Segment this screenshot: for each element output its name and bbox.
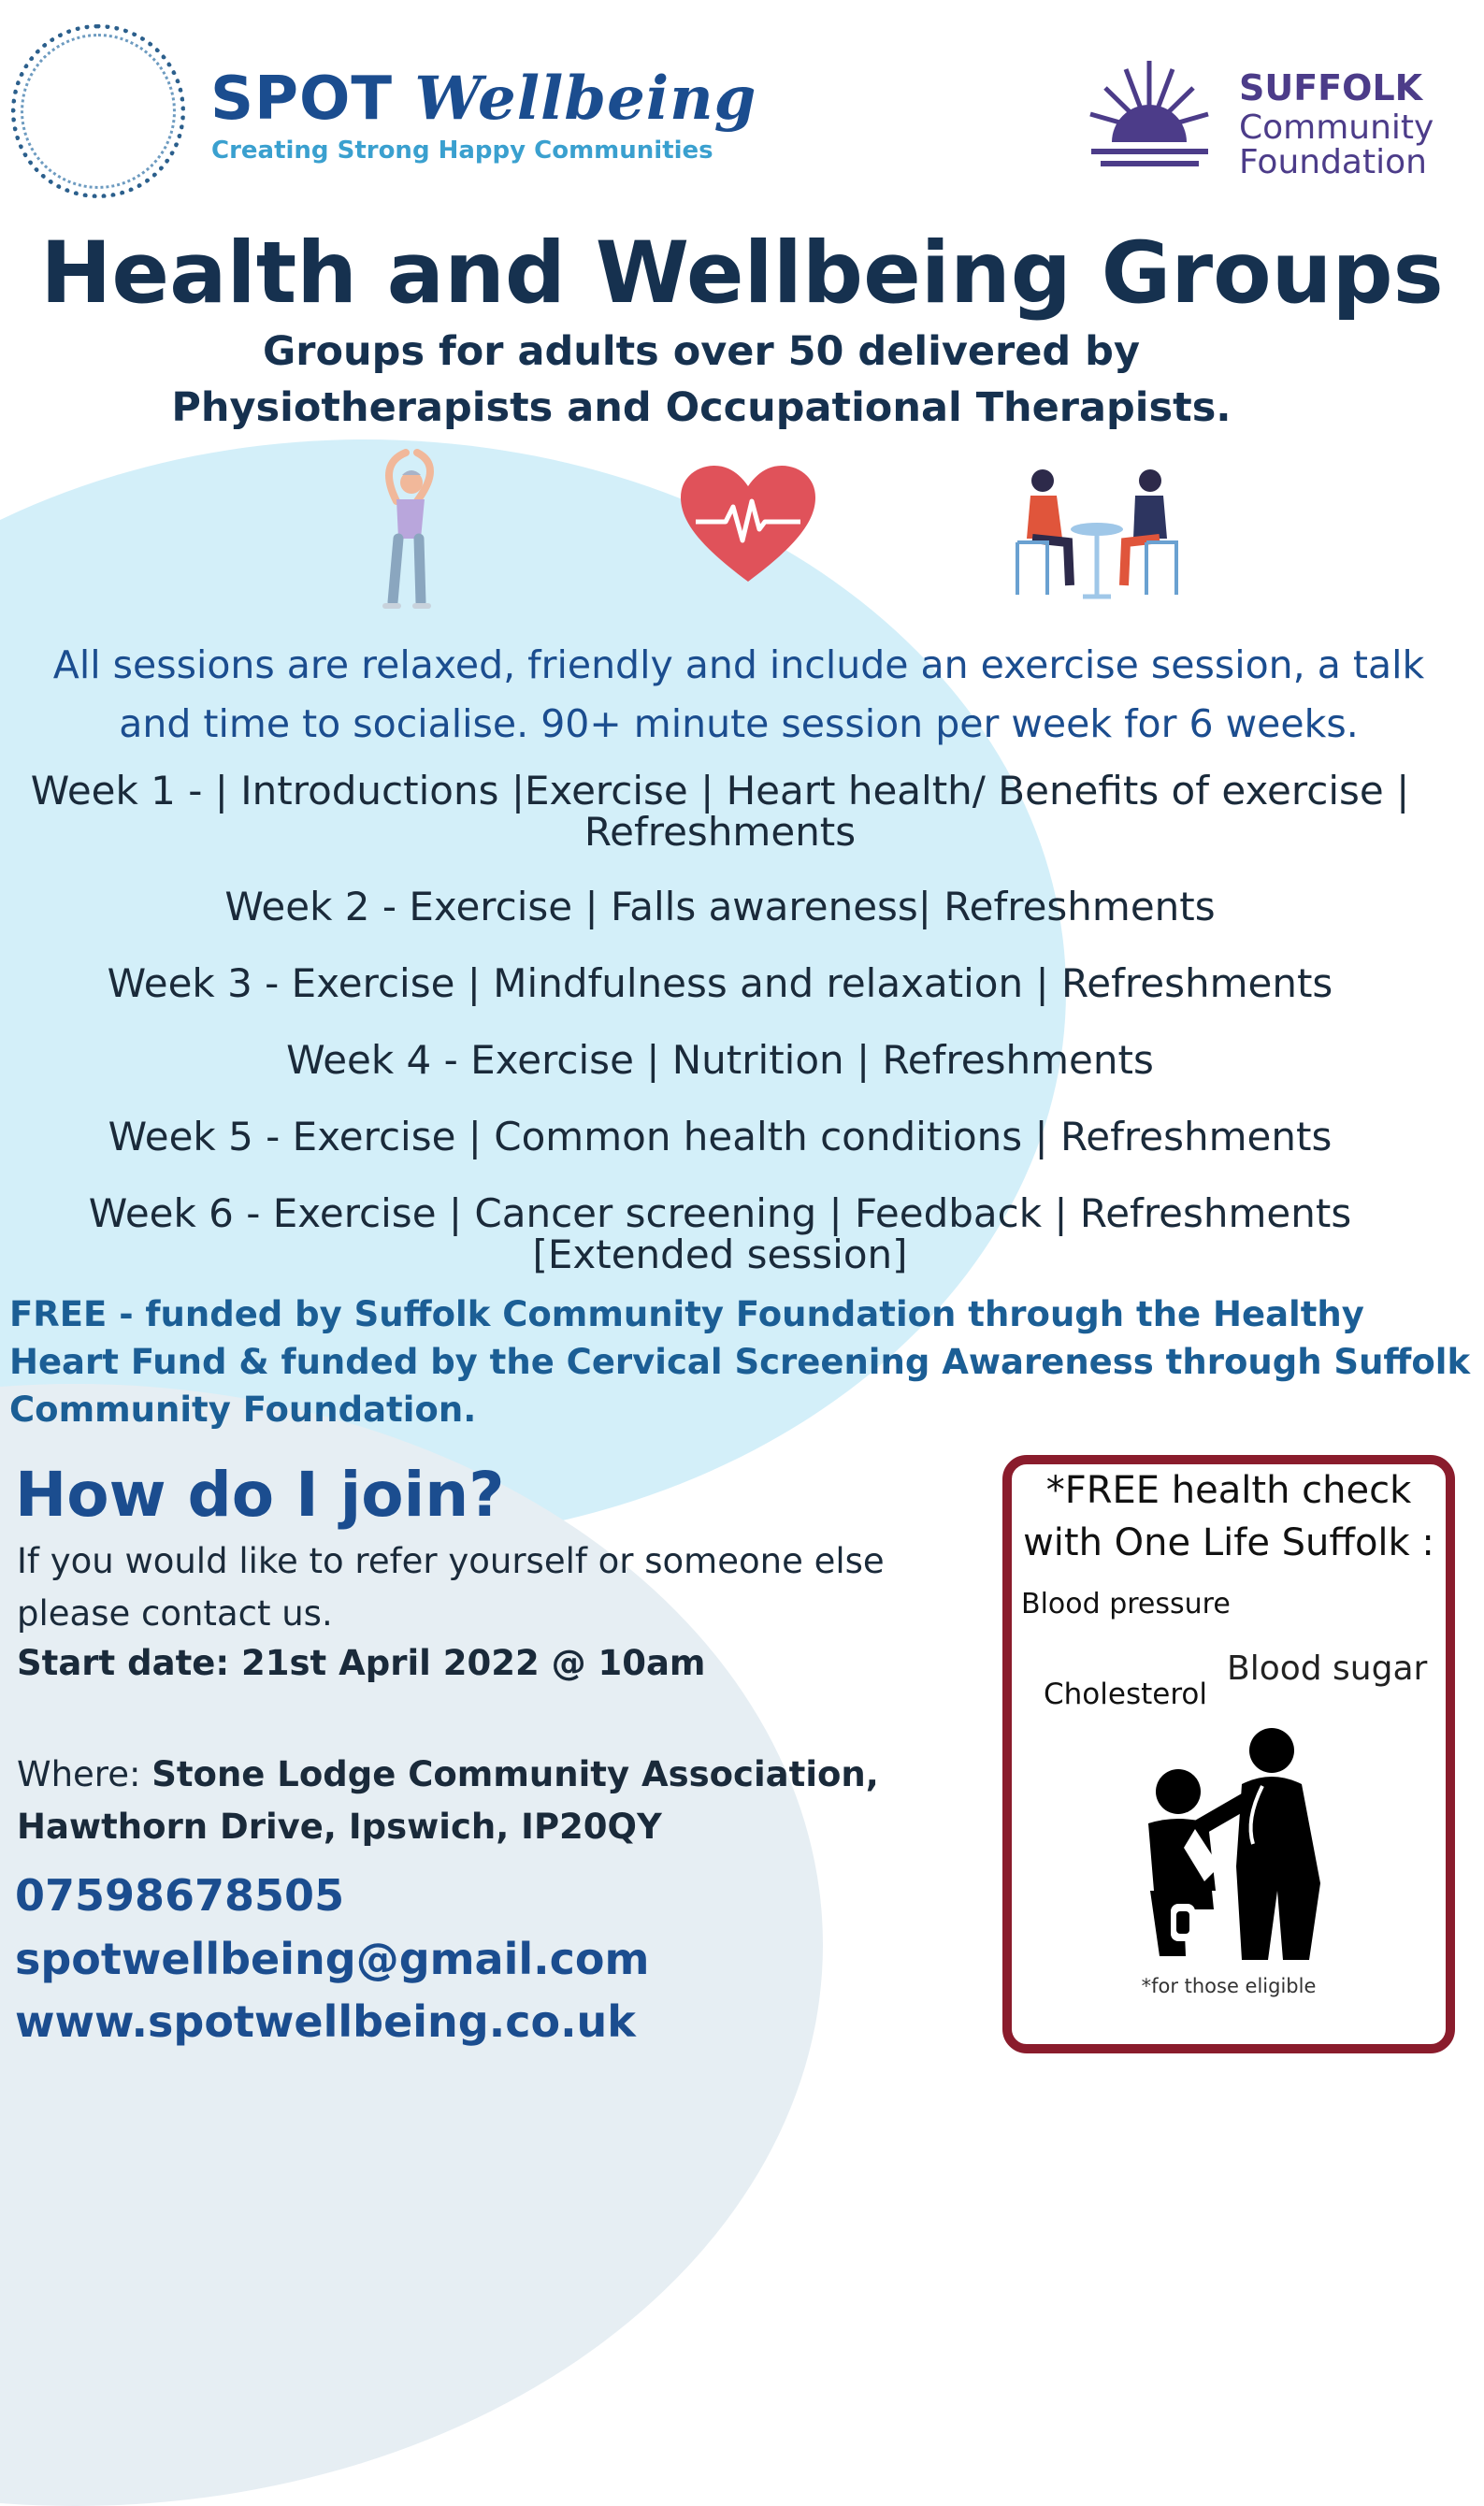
health-check-title: *FREE health check with One Life Suffolk :	[1023, 1469, 1434, 1564]
venue-address: Stone Lodge Community Association, Hawthorn Drive, Ipswich, IP20QY	[17, 1754, 879, 1847]
spot-wellbeing-logo	[210, 64, 756, 134]
doctor-patient-icon	[1122, 1726, 1337, 1960]
heartbeat-heart-icon	[679, 464, 817, 585]
stretching-person-icon	[359, 445, 464, 612]
funding-statement: FREE - funded by Suffolk Community Foundation through the Healthy Heart Fund & funded by the Cervical Screening Awareness through Suffolk Community Foundation.	[9, 1294, 1471, 1430]
spot-tagline: Creating Strong Happy Communities	[211, 137, 713, 165]
week-3: Week 3 - Exercise | Mindfulness and relaxation | Refreshments	[107, 960, 1333, 1006]
spot-brand-script: Wellbeing	[414, 64, 757, 134]
cholesterol-label: Cholesterol	[1044, 1678, 1207, 1711]
website-link[interactable]: www.spotwellbeing.co.uk	[15, 1996, 636, 2047]
scf-line-1: SUFFOLK	[1239, 67, 1423, 108]
venue-label: Where:	[17, 1754, 152, 1794]
subtitle-line-1: Groups for adults over 50 delivered by	[263, 328, 1140, 375]
blood-pressure-label: Blood pressure	[1021, 1588, 1231, 1620]
week-1: Week 1 - | Introductions |Exercise | Heart health/ Benefits of exercise | Refreshments	[30, 768, 1410, 855]
intro-line-1: All sessions are relaxed, friendly and include an exercise session, a talk	[52, 642, 1425, 687]
intro-line-2: and time to socialise. 90+ minute session per week for 6 weeks.	[119, 701, 1359, 746]
week-4: Week 4 - Exercise | Nutrition | Refreshments	[286, 1037, 1154, 1083]
spot-brand-word: SPOT	[210, 65, 394, 134]
spot-logo-ring-inner	[21, 34, 176, 189]
week-6: Week 6 - Exercise | Cancer screening | Feedback | Refreshments [Extended session]	[88, 1190, 1352, 1277]
email-link[interactable]: spotwellbeing@gmail.com	[15, 1934, 650, 1984]
how-to-join-heading: How do I join?	[15, 1459, 505, 1531]
cafe-conversation-icon	[1010, 464, 1184, 604]
week-2: Week 2 - Exercise | Falls awareness| Refreshments	[224, 884, 1216, 929]
week-5: Week 5 - Exercise | Common health conditions | Refreshments	[108, 1114, 1333, 1159]
blood-sugar-label: Blood sugar	[1227, 1649, 1428, 1688]
subtitle-line-2: Physiotherapists and Occupational Therapists.	[171, 384, 1232, 431]
join-instructions: If you would like to refer yourself or someone else please contact us.	[17, 1541, 885, 1634]
scf-line-3: Foundation	[1239, 143, 1427, 181]
start-date: Start date: 21st April 2022 @ 10am	[17, 1643, 706, 1683]
venue	[17, 1749, 896, 1853]
scf-line-2: Community	[1239, 108, 1434, 147]
eligibility-note: *for those eligible	[1141, 1975, 1317, 1997]
sunrise-logo-icon	[1087, 56, 1213, 178]
subtitle	[0, 324, 1403, 436]
phone-number[interactable]: 07598678505	[15, 1870, 345, 1921]
page-title: Health and Wellbeing Groups	[40, 224, 1444, 323]
intro-text	[37, 636, 1440, 754]
